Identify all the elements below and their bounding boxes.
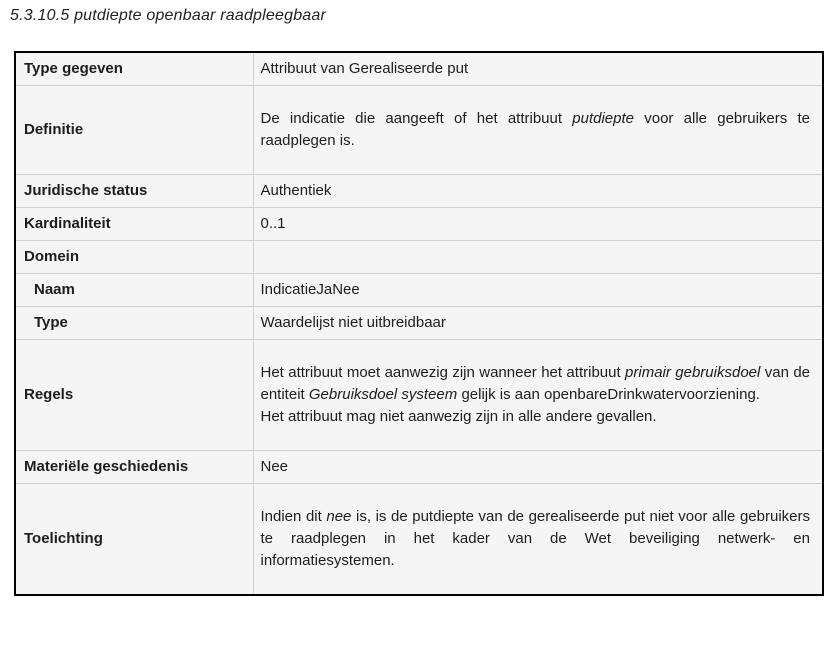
row-value bbox=[253, 241, 823, 274]
row-value: Authentiek bbox=[253, 175, 823, 208]
row-value: Waardelijst niet uitbreidbaar bbox=[253, 307, 823, 340]
row-domein bbox=[15, 241, 823, 274]
row-value: IndicatieJaNee bbox=[253, 274, 823, 307]
row-toelichting bbox=[15, 484, 823, 596]
row-domein-type bbox=[15, 307, 823, 340]
row-domein-naam bbox=[15, 274, 823, 307]
row-value: Indien dit nee is, is de putdiepte van de gerealiseerde put niet voor alle gebruikers te raadplegen in het kader van de Wet beveiliging netwerk- en informatiesystemen. bbox=[253, 484, 823, 596]
row-label: Toelichting bbox=[15, 484, 253, 596]
row-value: Attribuut van Gerealiseerde put bbox=[253, 52, 823, 86]
row-value: Nee bbox=[253, 451, 823, 484]
row-juridische-status bbox=[15, 175, 823, 208]
row-label: Definitie bbox=[15, 86, 253, 175]
row-materiele-geschiedenis bbox=[15, 451, 823, 484]
row-label: Kardinaliteit bbox=[15, 208, 253, 241]
row-type-gegeven bbox=[15, 52, 823, 86]
row-value: Het attribuut moet aanwezig zijn wanneer het attribuut primair gebruiksdoel van de entiteit Gebruiksdoel systeem gelijk is aan openbareDrinkwatervoorziening. Het attribuut mag niet aanwezig zijn in alle andere gevallen. bbox=[253, 340, 823, 451]
row-label: Naam bbox=[15, 274, 253, 307]
row-regels bbox=[15, 340, 823, 451]
row-label: Domein bbox=[15, 241, 253, 274]
row-label: Materiële geschiedenis bbox=[15, 451, 253, 484]
row-value: 0..1 bbox=[253, 208, 823, 241]
row-value: De indicatie die aangeeft of het attribuut putdiepte voor alle gebruikers te raadplegen is. bbox=[253, 86, 823, 175]
page-title: 5.3.10.5 putdiepte openbaar raadpleegbaar bbox=[10, 7, 327, 24]
row-label: Type bbox=[15, 307, 253, 340]
row-definitie bbox=[15, 86, 823, 175]
row-label: Type gegeven bbox=[15, 52, 253, 86]
row-label: Regels bbox=[15, 340, 253, 451]
row-kardinaliteit bbox=[15, 208, 823, 241]
row-label: Juridische status bbox=[15, 175, 253, 208]
attribute-spec-table bbox=[14, 51, 824, 596]
